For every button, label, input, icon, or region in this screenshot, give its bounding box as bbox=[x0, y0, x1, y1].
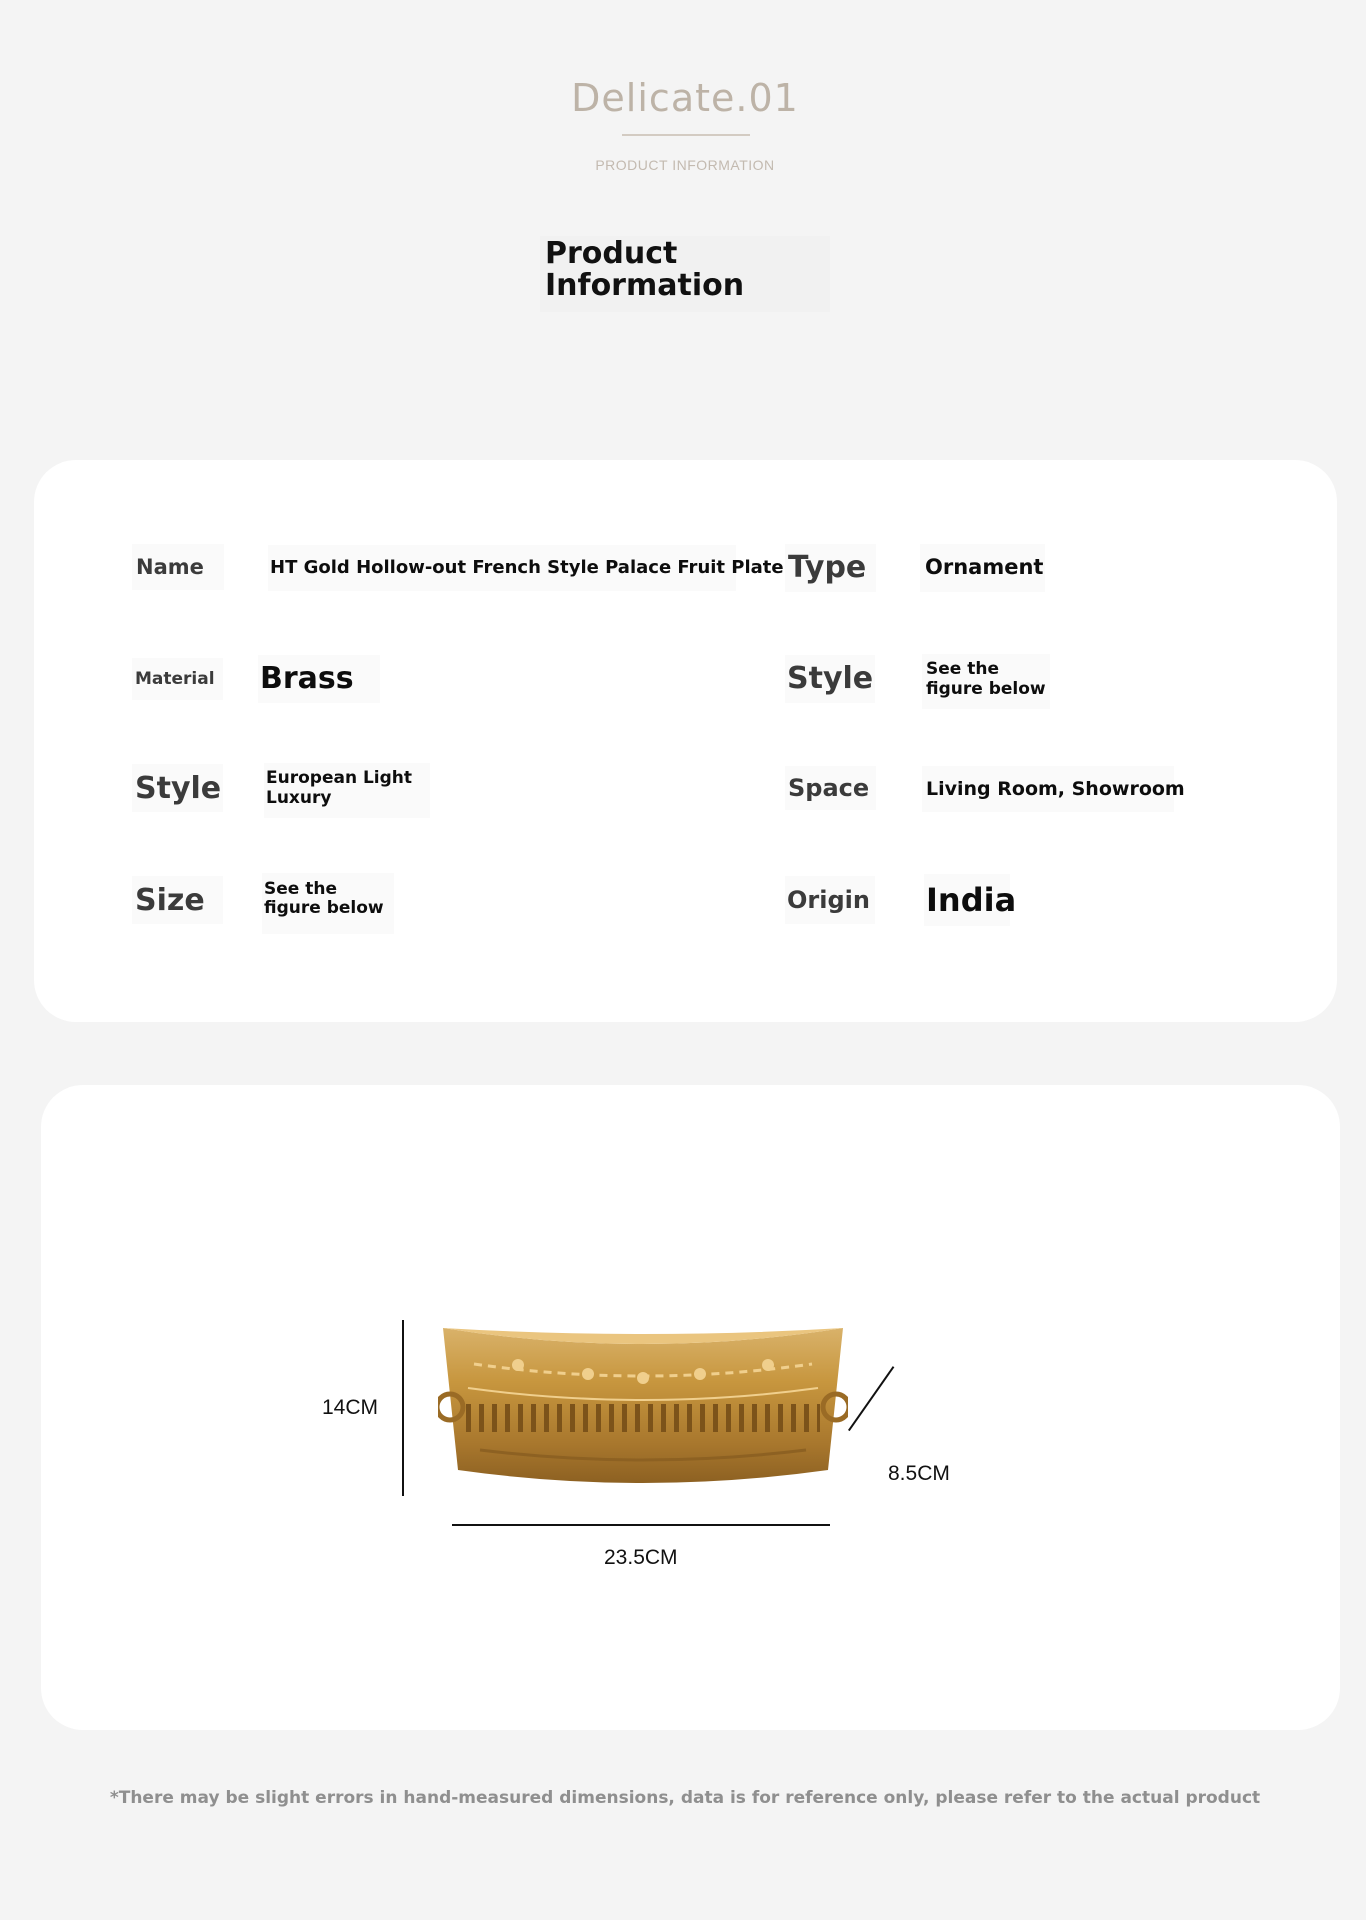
measurement-disclaimer: *There may be slight errors in hand-measured dimensions, data is for reference only, please refer to the actual product bbox=[109, 1788, 1261, 1808]
height-dimension-line bbox=[402, 1320, 404, 1496]
size-label: Size bbox=[132, 876, 223, 924]
style-label: Style bbox=[785, 655, 875, 703]
brand-subtitle: PRODUCT INFORMATION bbox=[595, 157, 775, 173]
width-dimension-line bbox=[452, 1524, 830, 1526]
name-label: Name bbox=[132, 544, 224, 590]
style-value: See the figure below bbox=[922, 654, 1050, 709]
type-label: Type bbox=[785, 544, 876, 592]
space-label: Space bbox=[785, 766, 876, 810]
brand-divider bbox=[622, 134, 750, 136]
product-image bbox=[438, 1318, 848, 1508]
height-dimension-label: 14CM bbox=[322, 1396, 379, 1419]
depth-dimension-label: 8.5CM bbox=[888, 1462, 950, 1485]
size-value: See the figure below bbox=[262, 873, 394, 934]
origin-label: Origin bbox=[785, 876, 875, 924]
fruit-plate-body bbox=[438, 1328, 848, 1483]
material-label: Material bbox=[132, 658, 223, 700]
style-label-secondary: Style bbox=[132, 764, 223, 812]
space-value: Living Room, Showroom bbox=[922, 766, 1174, 812]
style-value-secondary: European Light Luxury bbox=[264, 763, 430, 818]
brand-title: Delicate.01 bbox=[571, 76, 799, 120]
section-title: Product Information bbox=[540, 236, 830, 312]
material-value: Brass bbox=[258, 655, 380, 703]
type-value: Ornament bbox=[920, 544, 1045, 592]
name-value: HT Gold Hollow-out French Style Palace Fruit Plate bbox=[268, 545, 736, 591]
width-dimension-label: 23.5CM bbox=[604, 1546, 678, 1569]
origin-value: India bbox=[924, 874, 1010, 926]
